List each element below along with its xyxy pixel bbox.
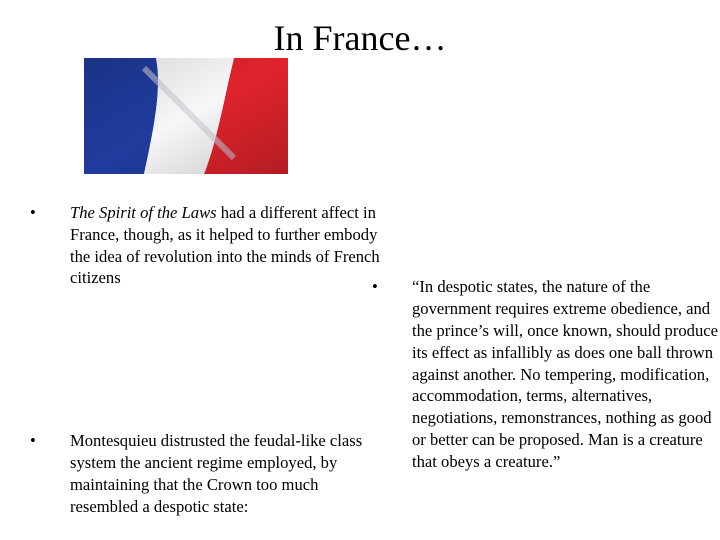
left-bullet-2-text: Montesquieu distrusted the feudal-like class system the ancient regime employed, by maintaining that the Crown too much resembled a despotic state: [70,431,363,516]
bullet-marker: • [30,203,36,222]
right-bullet-quote [372,276,720,472]
quote-text: “In despotic states, the nature of the government requires extreme obedience, and the prince’s will, once known, should produce its effect as infallibly as does one ball thrown against another. No tempering, modification, accommodation, terms, alternatives, negotiations, remonstrances, nothing as good or better can be proposed. Man is a creature that obeys a creature.” [412,277,718,471]
slide-title: In France… [273,18,447,58]
bullet-marker: • [372,277,378,297]
left-bullet-1 [30,202,380,289]
left-bullet-1-text: had a different affect in France, though, as it helped to further embody the idea of revolution into the minds of French citizens [70,203,380,288]
left-bullet-2 [30,430,380,517]
bullet-marker: • [30,431,36,451]
book-title: The Spirit of the Laws [70,203,217,222]
flag-graphic [84,58,288,174]
french-flag-image [84,58,288,174]
